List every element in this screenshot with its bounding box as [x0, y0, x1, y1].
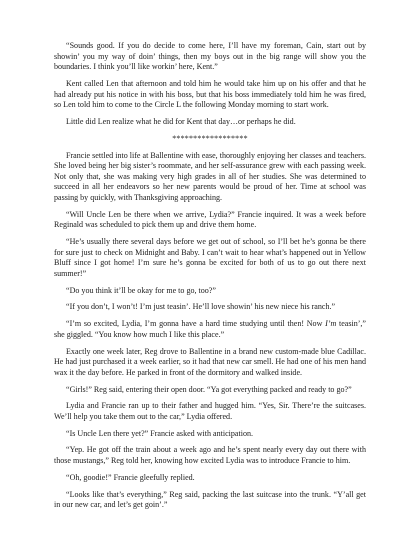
paragraph: “If you don’t, I won’t! I’m just teasin’. He’ll love showin’ his new niece his ranch.”	[66, 302, 336, 312]
scene-break-divider: ******************	[172, 133, 248, 143]
paragraph: “Yep. He got off the train about a week ago and he’s spent nearly every day out there with those mustangs,” Reg told her, knowing how excited Lydia was to introduce Francie to him.	[54, 445, 366, 466]
paragraph: “Do you think it’ll be okay for me to go, too?”	[66, 285, 216, 295]
paragraph: “Sounds good. If you do decide to come here, I’ll have my foreman, Cain, start out by showin’ you my way of doin’ things, then my boys out in the big range will show you the boundaries. I think you’ll like workin’ here, Kent.”	[54, 41, 366, 72]
paragraph: Little did Len realize what he did for Kent that day…or perhaps he did.	[66, 116, 296, 126]
paragraph: “Looks like that’s everything,” Reg said, packing the last suitcase into the trunk. “Y’all get in our new car, and let’s get goin’.”	[54, 489, 366, 510]
paragraph-with-emphasis	[54, 319, 366, 340]
paragraph: “Oh, goodie!” Francie gleefully replied.	[66, 472, 195, 482]
paragraph-text: teasin’,” she giggled. “You know how much I like this place.”	[54, 319, 367, 339]
paragraph: “Girls!” Reg said, entering their open door. “Ya got everything packed and ready to go?”	[66, 384, 352, 394]
paragraph: Exactly one week later, Reg drove to Ballentine in a brand new custom-made blue Cadillac. He had just purchased it a week earlier, so it had that new car smell. He had one of his men hand wax it the day before. He parked in front of the dormitory and walked inside.	[54, 346, 366, 377]
paragraph-text: “I’m so excited, Lydia, I’m gonna have a hard time studying until then! Now	[66, 319, 326, 329]
paragraph: Francie settled into life at Ballentine with ease, thoroughly enjoying her classes and teachers. She loved being her big sister’s roommate, and her self-assurance grew with each passing week. Not only that, she was making very high grades in all of her studies. She was determined to succeed in all her endeavors so her new parents would be proud of her. Time at school was passing by quickly, with Thanksgiving approaching.	[54, 150, 366, 202]
paragraph: “Is Uncle Len there yet?” Francie asked with anticipation.	[66, 428, 254, 438]
paragraph: “Will Uncle Len be there when we arrive, Lydia?” Francie inquired. It was a week before Reginald was scheduled to pick them up and drive them home.	[54, 209, 366, 230]
paragraph: Lydia and Francie ran up to their father and hugged him. “Yes, Sir. There’re the suitcases. We’ll help you take them out to the car,” Lydia offered.	[54, 401, 366, 421]
emphasized-word: I’m	[325, 319, 337, 329]
paragraph: Kent called Len that afternoon and told him he would take him up on his offer and that he had already put his notice in with his boss, but that his boss immediately told him he was fired, so Len told him to come to the Circle L the following Monday morning to start work.	[54, 78, 366, 110]
paragraph: “He’s usually there several days before we get out of school, so I’ll bet he’s gonna be there for sure just to check on Midnight and Baby. I can’t wait to hear what’s happened out in Yellow Bluff since I got home! I’m sure he’s gonna be excited for both of us to go out there next summer!”	[54, 237, 366, 278]
